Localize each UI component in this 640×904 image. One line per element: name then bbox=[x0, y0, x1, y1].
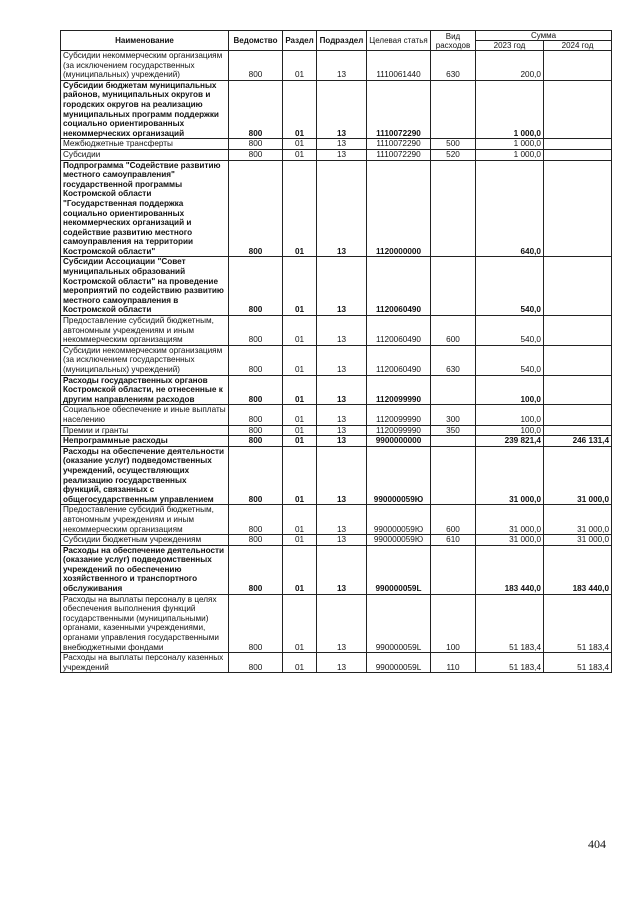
cell-vid: 600 bbox=[431, 316, 476, 346]
table-row bbox=[61, 653, 612, 673]
table-row bbox=[61, 80, 612, 139]
cell-celevaya: 990000059L bbox=[367, 653, 431, 673]
cell-sum-2024 bbox=[544, 375, 612, 405]
cell-vid bbox=[431, 160, 476, 257]
cell-vid bbox=[431, 446, 476, 505]
cell-sum-2023: 51 183,4 bbox=[476, 653, 544, 673]
cell-sum-2024 bbox=[544, 149, 612, 160]
cell-razdel: 01 bbox=[283, 139, 317, 150]
header-year-2024: 2024 год bbox=[544, 41, 612, 51]
cell-celevaya: 1120099990 bbox=[367, 375, 431, 405]
table-row bbox=[61, 149, 612, 160]
cell-celevaya: 1120060490 bbox=[367, 257, 431, 316]
cell-celevaya: 990000059Ю bbox=[367, 446, 431, 505]
table-row bbox=[61, 316, 612, 346]
cell-sum-2023: 200,0 bbox=[476, 51, 544, 81]
cell-podrazdel: 13 bbox=[317, 80, 367, 139]
cell-vedomstvo: 800 bbox=[229, 535, 283, 546]
cell-podrazdel: 13 bbox=[317, 505, 367, 535]
cell-razdel: 01 bbox=[283, 405, 317, 425]
cell-razdel: 01 bbox=[283, 535, 317, 546]
cell-sum-2023: 183 440,0 bbox=[476, 545, 544, 594]
table-row bbox=[61, 436, 612, 447]
cell-sum-2023: 31 000,0 bbox=[476, 505, 544, 535]
header-name: Наименование bbox=[61, 31, 229, 51]
cell-celevaya: 1120099990 bbox=[367, 425, 431, 436]
cell-razdel: 01 bbox=[283, 446, 317, 505]
cell-sum-2024: 31 000,0 bbox=[544, 535, 612, 546]
cell-razdel: 01 bbox=[283, 257, 317, 316]
cell-vid: 300 bbox=[431, 405, 476, 425]
cell-podrazdel: 13 bbox=[317, 425, 367, 436]
cell-celevaya: 990000059Ю bbox=[367, 535, 431, 546]
table-row bbox=[61, 545, 612, 594]
cell-razdel: 01 bbox=[283, 505, 317, 535]
cell-name: Предоставление субсидий бюджетным, автономным учреждениям и иным некоммерческим организациям bbox=[61, 316, 229, 346]
cell-celevaya: 1110072290 bbox=[367, 80, 431, 139]
cell-name: Подпрограмма "Содействие развитию местного самоуправления" государственной программы Костромской области "Государственная поддержка социально ориентированных некоммерческих организаций и содействие развитию местного самоуправления на территории Костромской области" bbox=[61, 160, 229, 257]
cell-sum-2024: 31 000,0 bbox=[544, 505, 612, 535]
table-row bbox=[61, 535, 612, 546]
cell-podrazdel: 13 bbox=[317, 160, 367, 257]
cell-sum-2024 bbox=[544, 139, 612, 150]
cell-vedomstvo: 800 bbox=[229, 160, 283, 257]
cell-podrazdel: 13 bbox=[317, 257, 367, 316]
cell-sum-2024: 51 183,4 bbox=[544, 653, 612, 673]
cell-razdel: 01 bbox=[283, 653, 317, 673]
cell-vedomstvo: 800 bbox=[229, 345, 283, 375]
cell-vid bbox=[431, 257, 476, 316]
cell-vid: 110 bbox=[431, 653, 476, 673]
cell-vid: 600 bbox=[431, 505, 476, 535]
cell-sum-2024: 246 131,4 bbox=[544, 436, 612, 447]
cell-name: Субсидии некоммерческим организациям (за исключением государственных (муниципальных) учреждений) bbox=[61, 51, 229, 81]
cell-razdel: 01 bbox=[283, 594, 317, 653]
table-row bbox=[61, 405, 612, 425]
cell-razdel: 01 bbox=[283, 51, 317, 81]
cell-name: Социальное обеспечение и иные выплаты населению bbox=[61, 405, 229, 425]
cell-vedomstvo: 800 bbox=[229, 505, 283, 535]
cell-sum-2024 bbox=[544, 316, 612, 346]
cell-vid bbox=[431, 545, 476, 594]
cell-name: Расходы государственных органов Костромской области, не отнесенные к другим направлениям расходов bbox=[61, 375, 229, 405]
cell-vedomstvo: 800 bbox=[229, 653, 283, 673]
cell-celevaya: 1110072290 bbox=[367, 149, 431, 160]
cell-vid bbox=[431, 375, 476, 405]
cell-sum-2024 bbox=[544, 80, 612, 139]
cell-vid: 630 bbox=[431, 345, 476, 375]
table-row bbox=[61, 160, 612, 257]
cell-vedomstvo: 800 bbox=[229, 405, 283, 425]
table-row bbox=[61, 446, 612, 505]
cell-celevaya: 990000059L bbox=[367, 545, 431, 594]
cell-celevaya: 1110072290 bbox=[367, 139, 431, 150]
cell-razdel: 01 bbox=[283, 345, 317, 375]
cell-sum-2024: 183 440,0 bbox=[544, 545, 612, 594]
cell-vedomstvo: 800 bbox=[229, 436, 283, 447]
header-podrazdel: Подраздел bbox=[317, 31, 367, 51]
cell-razdel: 01 bbox=[283, 316, 317, 346]
cell-name: Непрограммные расходы bbox=[61, 436, 229, 447]
header-vedomstvo: Ведомство bbox=[229, 31, 283, 51]
cell-vedomstvo: 800 bbox=[229, 149, 283, 160]
cell-razdel: 01 bbox=[283, 160, 317, 257]
cell-name: Расходы на выплаты персоналу казенных учреждений bbox=[61, 653, 229, 673]
cell-sum-2024 bbox=[544, 345, 612, 375]
table-row bbox=[61, 345, 612, 375]
cell-podrazdel: 13 bbox=[317, 446, 367, 505]
cell-podrazdel: 13 bbox=[317, 316, 367, 346]
cell-sum-2023: 31 000,0 bbox=[476, 535, 544, 546]
cell-vid bbox=[431, 436, 476, 447]
table-row bbox=[61, 257, 612, 316]
header-summa: Сумма bbox=[476, 31, 612, 41]
cell-podrazdel: 13 bbox=[317, 594, 367, 653]
cell-vid: 500 bbox=[431, 139, 476, 150]
header-celevaya: Целевая статья bbox=[367, 31, 431, 51]
cell-sum-2024 bbox=[544, 51, 612, 81]
header-vid: Вид расходов bbox=[431, 31, 476, 51]
cell-celevaya: 1120099990 bbox=[367, 405, 431, 425]
budget-table bbox=[60, 30, 612, 673]
cell-podrazdel: 13 bbox=[317, 535, 367, 546]
table-row bbox=[61, 139, 612, 150]
cell-name: Субсидии бюджетам муниципальных районов, муниципальных округов и городских округов на реализацию муниципальных программ поддержки социально ориентированных некоммерческих организаций bbox=[61, 80, 229, 139]
cell-razdel: 01 bbox=[283, 149, 317, 160]
cell-sum-2024 bbox=[544, 160, 612, 257]
cell-podrazdel: 13 bbox=[317, 51, 367, 81]
table-row bbox=[61, 425, 612, 436]
table-row bbox=[61, 51, 612, 81]
cell-sum-2023: 540,0 bbox=[476, 316, 544, 346]
table-row bbox=[61, 505, 612, 535]
cell-celevaya: 1120060490 bbox=[367, 316, 431, 346]
cell-name: Субсидии бюджетным учреждениям bbox=[61, 535, 229, 546]
cell-sum-2023: 100,0 bbox=[476, 375, 544, 405]
cell-sum-2023: 239 821,4 bbox=[476, 436, 544, 447]
cell-vedomstvo: 800 bbox=[229, 51, 283, 81]
cell-sum-2024 bbox=[544, 405, 612, 425]
cell-podrazdel: 13 bbox=[317, 149, 367, 160]
cell-vedomstvo: 800 bbox=[229, 545, 283, 594]
cell-razdel: 01 bbox=[283, 375, 317, 405]
cell-podrazdel: 13 bbox=[317, 436, 367, 447]
header-year-2023: 2023 год bbox=[476, 41, 544, 51]
cell-name: Расходы на обеспечение деятельности (оказание услуг) подведомственных учреждений по обеспечению хозяйственного и транспортного обслуживания bbox=[61, 545, 229, 594]
cell-name: Расходы на обеспечение деятельности (оказание услуг) подведомственных учреждений, осуществляющих реализацию государственных функций, связанных с общегосударственным управлением bbox=[61, 446, 229, 505]
cell-sum-2023: 1 000,0 bbox=[476, 139, 544, 150]
cell-sum-2023: 100,0 bbox=[476, 405, 544, 425]
cell-vedomstvo: 800 bbox=[229, 139, 283, 150]
cell-vedomstvo: 800 bbox=[229, 375, 283, 405]
cell-vedomstvo: 800 bbox=[229, 316, 283, 346]
cell-sum-2023: 540,0 bbox=[476, 257, 544, 316]
cell-podrazdel: 13 bbox=[317, 405, 367, 425]
cell-podrazdel: 13 bbox=[317, 653, 367, 673]
cell-name: Премии и гранты bbox=[61, 425, 229, 436]
table-row bbox=[61, 375, 612, 405]
page-number: 404 bbox=[588, 837, 606, 851]
cell-name: Предоставление субсидий бюджетным, автономным учреждениям и иным некоммерческим организациям bbox=[61, 505, 229, 535]
cell-name: Межбюджетные трансферты bbox=[61, 139, 229, 150]
cell-podrazdel: 13 bbox=[317, 139, 367, 150]
cell-vid: 350 bbox=[431, 425, 476, 436]
cell-vedomstvo: 800 bbox=[229, 257, 283, 316]
cell-sum-2023: 1 000,0 bbox=[476, 149, 544, 160]
table-body bbox=[61, 51, 612, 673]
cell-vedomstvo: 800 bbox=[229, 446, 283, 505]
cell-sum-2023: 31 000,0 bbox=[476, 446, 544, 505]
cell-celevaya: 1110061440 bbox=[367, 51, 431, 81]
cell-vedomstvo: 800 bbox=[229, 80, 283, 139]
cell-sum-2023: 640,0 bbox=[476, 160, 544, 257]
cell-name: Расходы на выплаты персоналу в целях обеспечения выполнения функций государственными (муниципальными) органами, казенными учреждениями, органами управления государственными внебюджетными фондами bbox=[61, 594, 229, 653]
cell-podrazdel: 13 bbox=[317, 375, 367, 405]
cell-celevaya: 1120000000 bbox=[367, 160, 431, 257]
cell-sum-2023: 1 000,0 bbox=[476, 80, 544, 139]
cell-sum-2024 bbox=[544, 425, 612, 436]
cell-sum-2023: 100,0 bbox=[476, 425, 544, 436]
cell-podrazdel: 13 bbox=[317, 345, 367, 375]
cell-vedomstvo: 800 bbox=[229, 594, 283, 653]
cell-sum-2024: 51 183,4 bbox=[544, 594, 612, 653]
cell-celevaya: 9900000000 bbox=[367, 436, 431, 447]
cell-sum-2023: 540,0 bbox=[476, 345, 544, 375]
cell-sum-2024 bbox=[544, 257, 612, 316]
cell-razdel: 01 bbox=[283, 436, 317, 447]
header-razdel: Раздел bbox=[283, 31, 317, 51]
cell-celevaya: 990000059L bbox=[367, 594, 431, 653]
cell-celevaya: 990000059Ю bbox=[367, 505, 431, 535]
cell-razdel: 01 bbox=[283, 80, 317, 139]
cell-vedomstvo: 800 bbox=[229, 425, 283, 436]
cell-razdel: 01 bbox=[283, 545, 317, 594]
cell-vid: 520 bbox=[431, 149, 476, 160]
cell-vid: 630 bbox=[431, 51, 476, 81]
cell-vid bbox=[431, 80, 476, 139]
table-row bbox=[61, 594, 612, 653]
cell-name: Субсидии Ассоциации "Совет муниципальных образований Костромской области" на проведение мероприятий по содействию развитию местного самоуправления в Костромской области bbox=[61, 257, 229, 316]
cell-name: Субсидии некоммерческим организациям (за исключением государственных (муниципальных) учреждений) bbox=[61, 345, 229, 375]
cell-name: Субсидии bbox=[61, 149, 229, 160]
cell-celevaya: 1120060490 bbox=[367, 345, 431, 375]
cell-sum-2024: 31 000,0 bbox=[544, 446, 612, 505]
cell-vid: 610 bbox=[431, 535, 476, 546]
cell-vid: 100 bbox=[431, 594, 476, 653]
cell-razdel: 01 bbox=[283, 425, 317, 436]
cell-podrazdel: 13 bbox=[317, 545, 367, 594]
cell-sum-2023: 51 183,4 bbox=[476, 594, 544, 653]
